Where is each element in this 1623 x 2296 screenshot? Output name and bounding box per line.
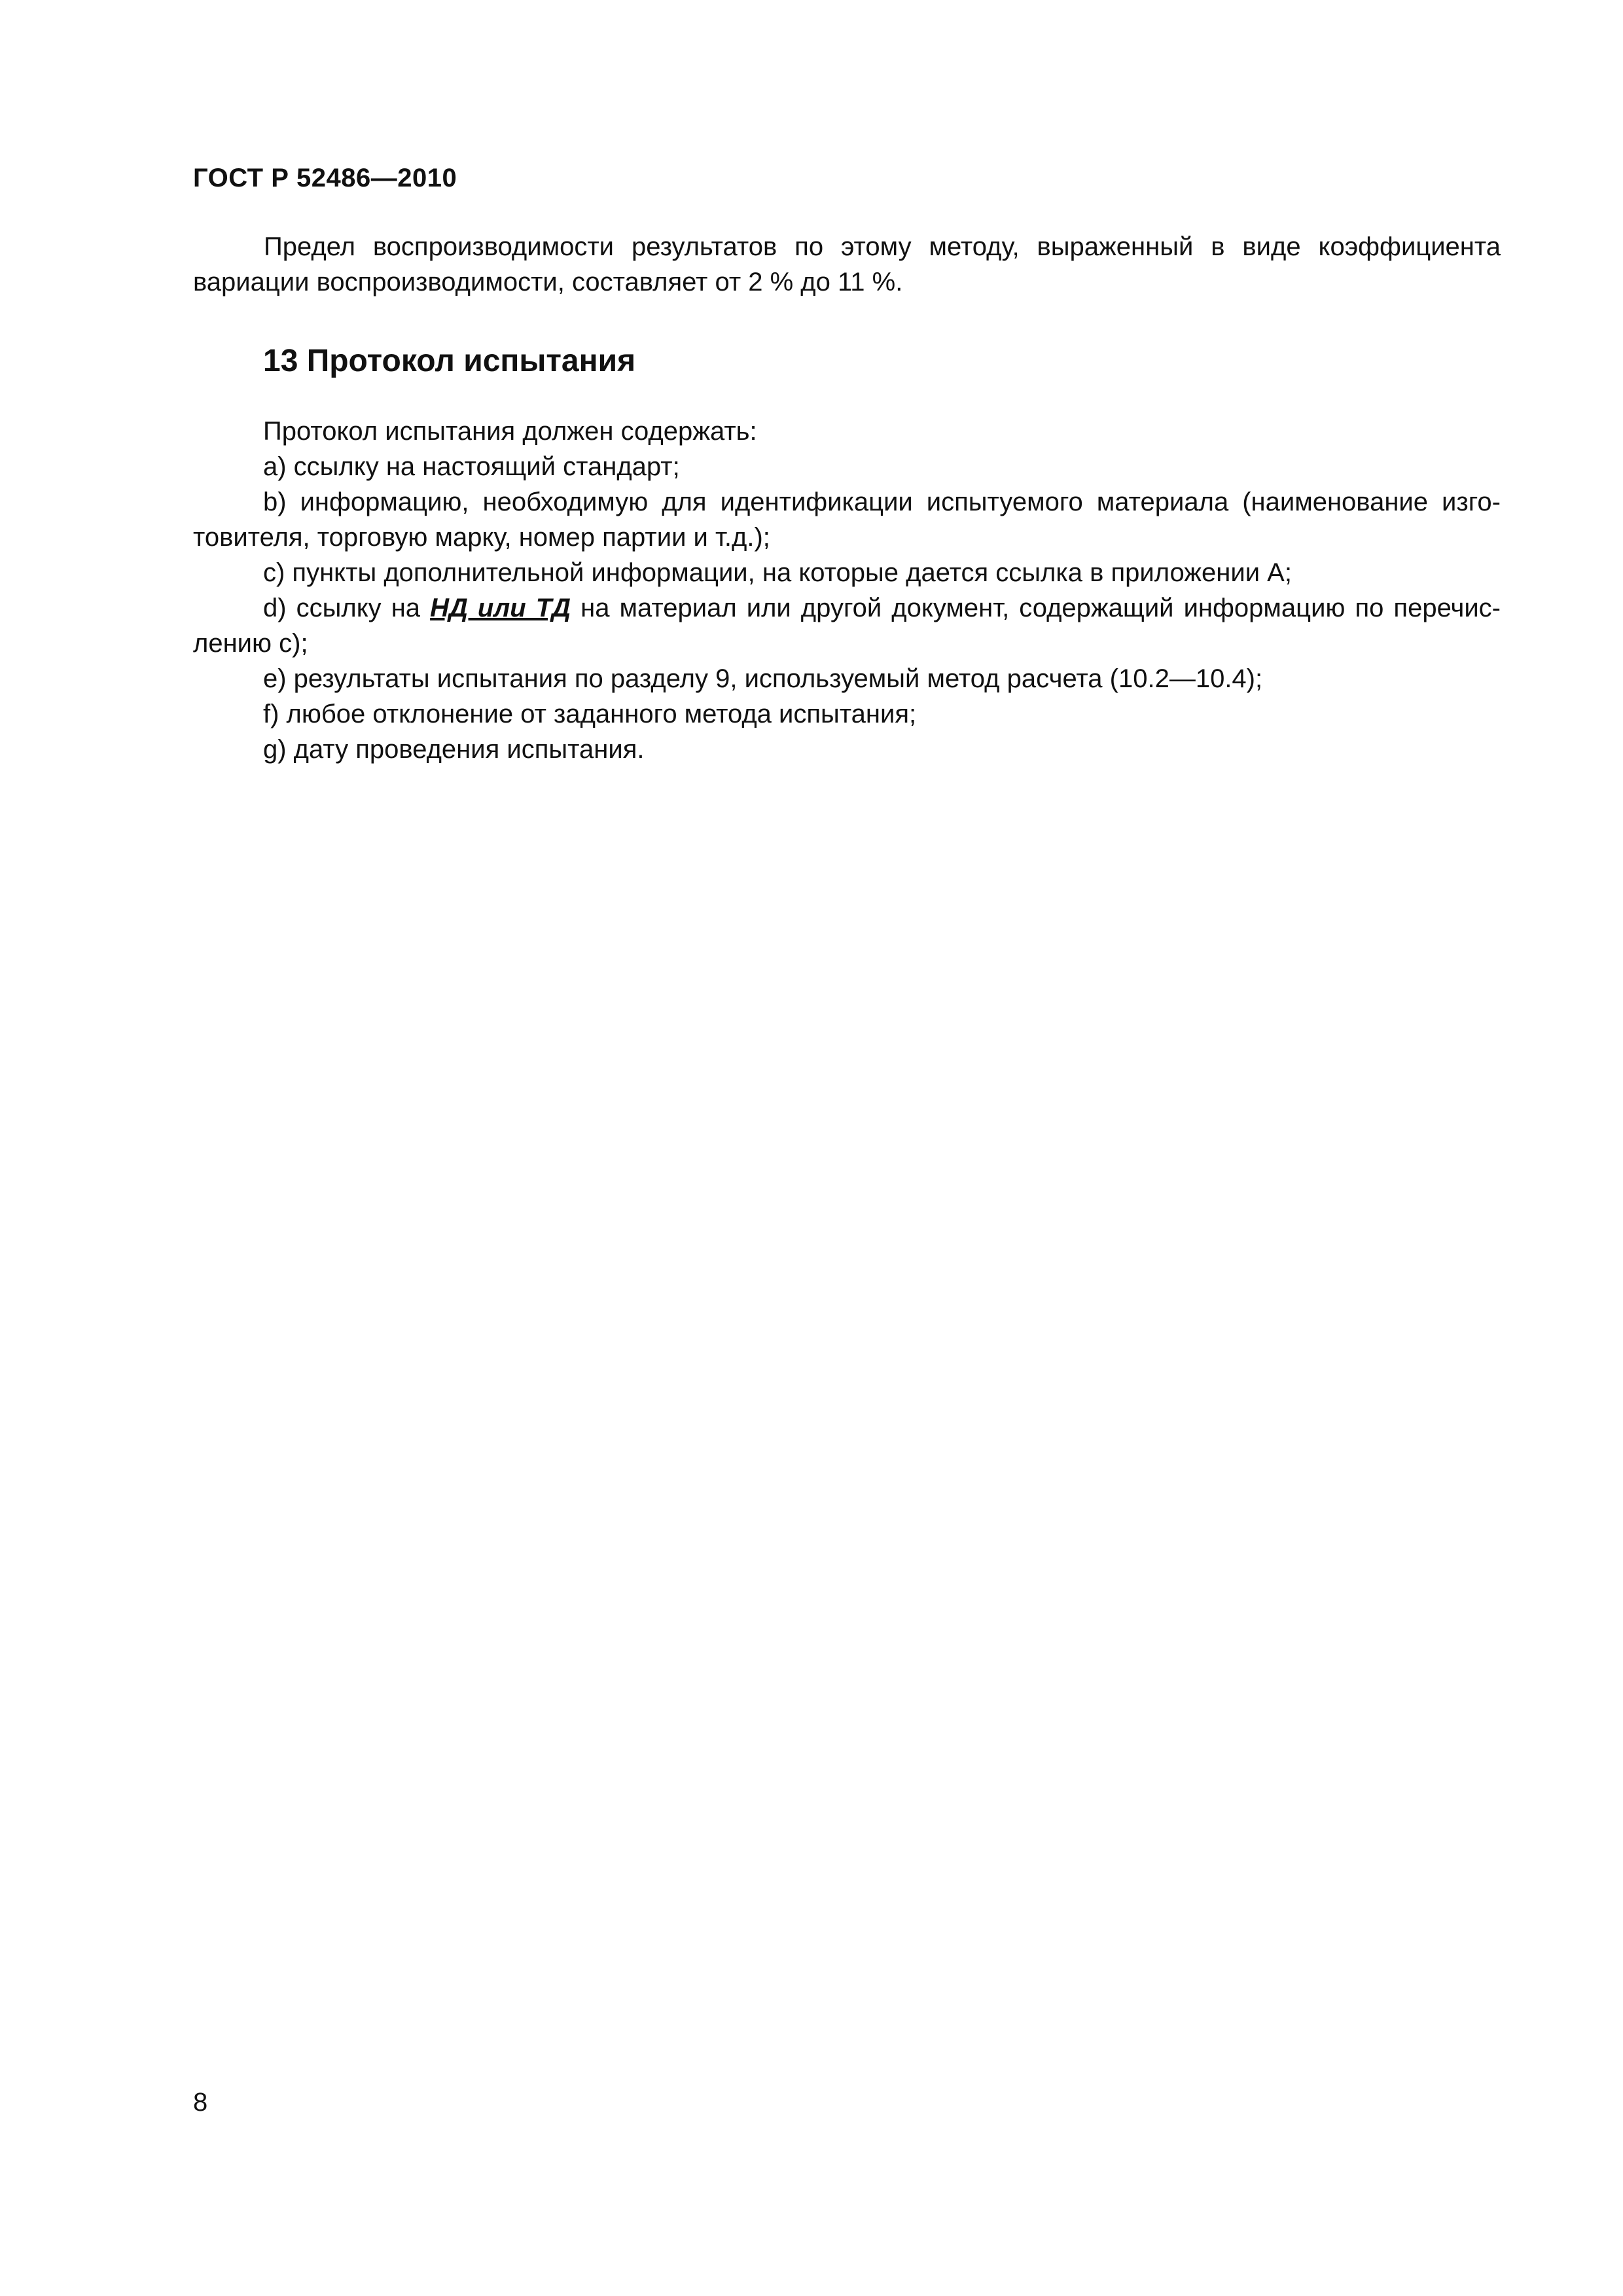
reproducibility-text: Предел воспроизводимости результатов по этому методу, выраженный в виде коэффициента вариации воспроизводимости, составляет от 2 % до 11 %. (193, 232, 1501, 296)
list-item-c: c) пункты дополнительной информации, на которые дается ссылка в приложении А; (263, 558, 1292, 587)
list-item-d-line1 (193, 590, 1501, 626)
list-item-g: g) дату проведения испытания. (263, 735, 645, 764)
page-number: 8 (193, 2088, 208, 2117)
list-item-b-line2: товителя, торговую марку, номер партии и т.д.); (193, 523, 770, 552)
list-item-d-suffix: на материал или другой документ, содержащий информацию по перечис- (571, 594, 1501, 622)
protocol-requirements-list (193, 414, 1501, 767)
list-item-e: e) результаты испытания по разделу 9, используемый метод расчета (10.2—10.4); (263, 664, 1263, 693)
list-item-a: a) ссылку на настоящий стандарт; (263, 452, 680, 481)
section-heading: 13 Протокол испытания (263, 344, 636, 378)
nd-td-reference-link[interactable]: НД или ТД (430, 594, 571, 622)
standard-code-header: ГОСТ Р 52486—2010 (193, 164, 457, 192)
list-item-d-line2: лению c); (193, 629, 308, 658)
list-item-d-prefix: d) ссылку на (263, 594, 431, 622)
list-item-f: f) любое отклонение от заданного метода испытания; (263, 700, 917, 728)
list-lead: Протокол испытания должен содержать: (263, 417, 757, 446)
list-item-b-line1: b) информацию, необходимую для идентификации испытуемого материала (наименование изго- (263, 488, 1501, 516)
reproducibility-paragraph (193, 229, 1501, 300)
